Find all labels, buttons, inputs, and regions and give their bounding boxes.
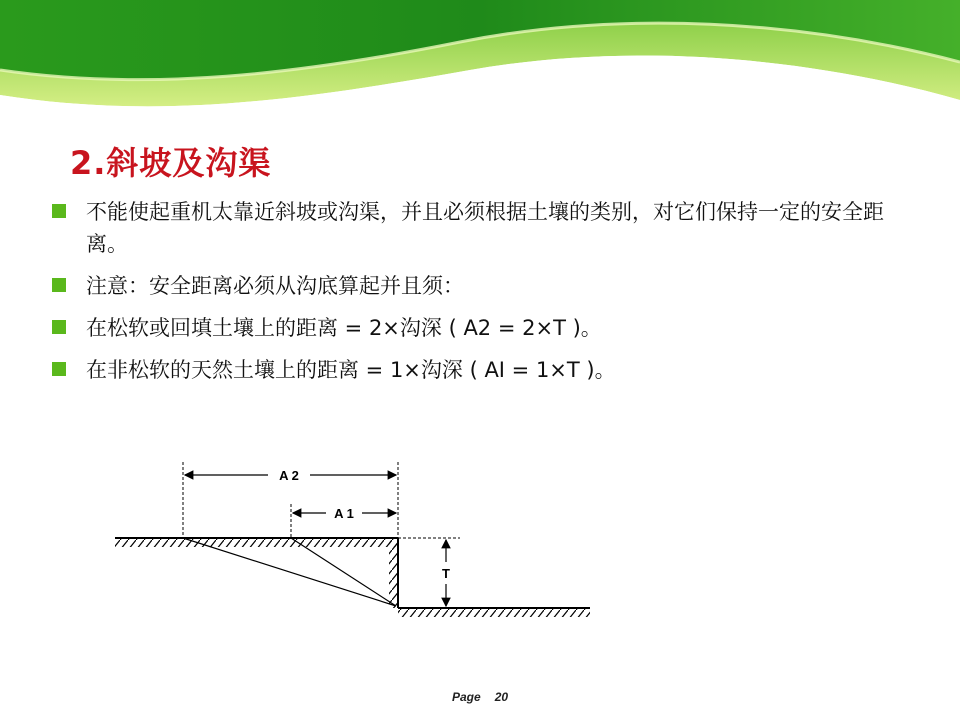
a2-label: A 2 xyxy=(279,468,299,483)
square-bullet-icon xyxy=(52,278,66,292)
slide-title: 2.斜坡及沟渠 xyxy=(70,144,272,182)
page-number: 20 xyxy=(494,690,509,704)
bullet-text: 在非松软的天然土壤上的距离 = 1×沟深 ( AI = 1×T )。 xyxy=(86,358,616,382)
bullet-item xyxy=(52,196,892,260)
bullet-text: 在松软或回填土壤上的距离 = 2×沟深 ( A2 = 2×T )。 xyxy=(86,316,602,340)
trench-distance-diagram xyxy=(0,440,960,630)
square-bullet-icon xyxy=(52,204,66,218)
square-bullet-icon xyxy=(52,362,66,376)
page-label: Page xyxy=(452,690,481,704)
a1-label: A 1 xyxy=(334,506,354,521)
page-footer xyxy=(452,690,508,704)
trench-bottom-hatching xyxy=(398,608,590,617)
bullet-text: 注意：安全距离必须从沟底算起并且须： xyxy=(86,274,464,298)
bullet-text: 不能使起重机太靠近斜坡或沟渠，并且必须根据土壤的类别，对它们保持一定的安全距离。 xyxy=(86,200,884,256)
t-label: T xyxy=(442,566,450,581)
bullet-list xyxy=(52,196,892,396)
trench-wall-hatching xyxy=(389,538,398,608)
bullet-item xyxy=(52,312,892,344)
ground-hatching xyxy=(115,538,398,547)
bullet-item xyxy=(52,270,892,302)
bullet-item xyxy=(52,354,892,386)
square-bullet-icon xyxy=(52,320,66,334)
slope-line-a2 xyxy=(183,538,396,606)
slope-line-a1 xyxy=(291,538,396,606)
green-wave-banner xyxy=(0,0,960,140)
